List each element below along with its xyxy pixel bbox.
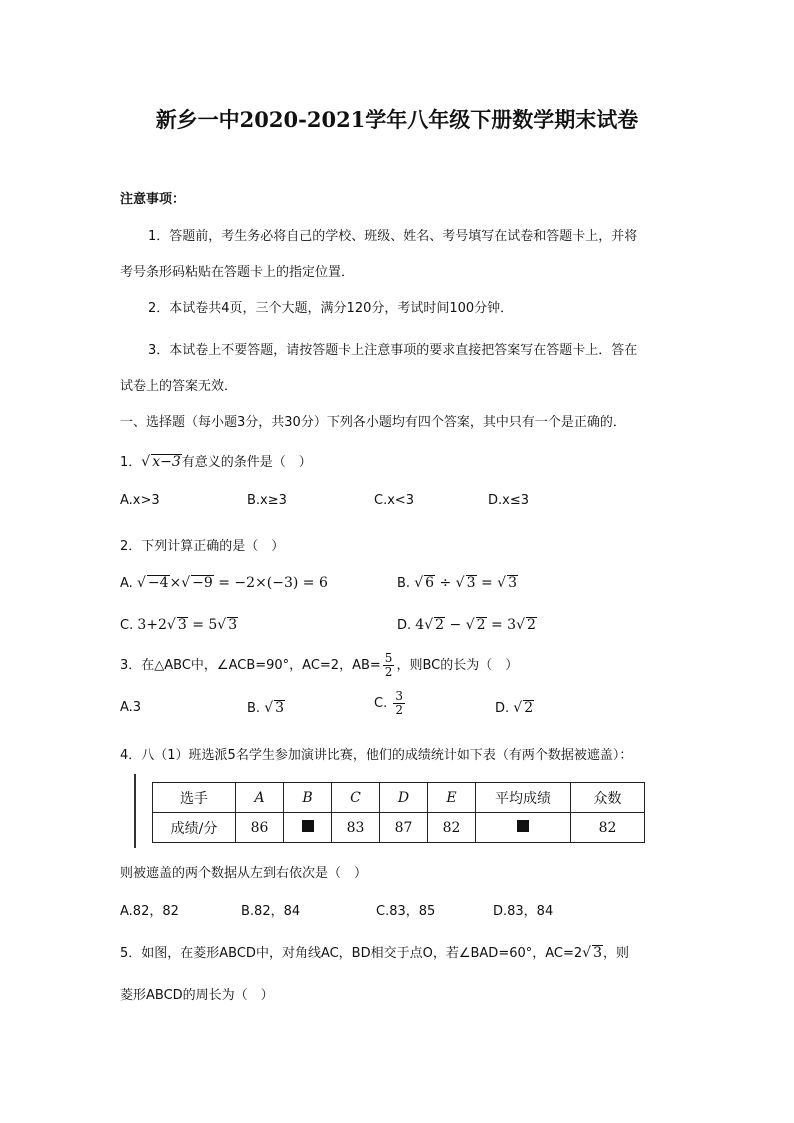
average-cell-covered xyxy=(476,813,571,843)
q4-option-d: D.83，84 xyxy=(493,904,554,919)
header-cell: 选手 xyxy=(153,783,236,813)
score-cell: 83 xyxy=(332,813,380,843)
header-cell: B xyxy=(284,783,332,813)
question-5-line-2: 菱形ABCD的周长为（ ） xyxy=(120,988,274,1003)
sqrt-expression: √ x−3 xyxy=(141,454,181,470)
header-cell: A xyxy=(236,783,284,813)
q1-option-b: B.x≥3 xyxy=(247,493,287,508)
q4-option-b: B.82，84 xyxy=(241,904,301,919)
notice-item-3-line-1: 3．本试卷上不要答题，请按答题卡上注意事项的要求直接把答案写在答题卡上．答在 xyxy=(148,343,638,358)
q2-option-d: D. 4√ 2 − √ 2 = 3√ 2 xyxy=(397,617,536,633)
notice-item-1-line-1: 1．答题前，考生务必将自己的学校、班级、姓名、考号填写在试卷和答题卡上，并将 xyxy=(148,229,638,244)
fraction-5-2: $\frac{5}{2}$ xyxy=(384,651,393,679)
score-cell: 82 xyxy=(428,813,476,843)
header-cell: C xyxy=(332,783,380,813)
q4-option-a: A.82，82 xyxy=(120,904,179,919)
notice-item-1-line-2: 考号条形码粘贴在答题卡上的指定位置． xyxy=(120,265,355,280)
q2-option-b: B. √ 6 ÷ √ 3 = √ 3 xyxy=(397,575,518,591)
question-4-ask: 则被遮盖的两个数据从左到右依次是（ ） xyxy=(120,866,368,881)
header-cell: 众数 xyxy=(571,783,645,813)
notice-heading: 注意事项： xyxy=(120,192,186,207)
row-label-cell: 成绩/分 xyxy=(153,813,236,843)
q1-option-a: A.x>3 xyxy=(120,493,160,508)
q2-option-c: C. 3+2√ 3 = 5√ 3 xyxy=(120,617,238,633)
score-cell: 86 xyxy=(236,813,284,843)
section-1-heading: 一、选择题（每小题3分，共30分）下列各小题均有四个答案，其中只有一个是正确的． xyxy=(120,415,626,430)
cover-block xyxy=(517,820,529,832)
q1-option-c: C.x<3 xyxy=(374,493,415,508)
score-cell: 87 xyxy=(380,813,428,843)
q3-option-a: A.3 xyxy=(120,700,142,715)
notice-item-3-line-2: 试卷上的答案无效． xyxy=(120,379,238,394)
notice-item-2: 2．本试卷共4页，三个大题，满分120分，考试时间100分钟． xyxy=(148,301,514,316)
header-cell: 平均成绩 xyxy=(476,783,571,813)
score-table xyxy=(152,782,645,843)
table-margin-bar xyxy=(134,774,136,848)
question-4-stem: 4．八（1）班选派5名学生参加演讲比赛，他们的成绩统计如下表（有两个数据被遮盖）： xyxy=(120,748,633,763)
mode-cell: 82 xyxy=(571,813,645,843)
header-cell: D xyxy=(380,783,428,813)
page-title: 新乡一中2020-2021学年八年级下册数学期末试卷 xyxy=(155,107,639,132)
q4-option-c: C.83，85 xyxy=(376,904,436,919)
q3-option-b: B. √ 3 xyxy=(247,700,285,716)
q1-option-d: D.x≤3 xyxy=(488,493,529,508)
q2-option-a: A. √ −4×√ −9 = −2×(−3) = 6 xyxy=(120,575,328,591)
table-header-row xyxy=(153,783,645,813)
cover-block xyxy=(302,820,314,832)
question-3: 3．在△ABC中，∠ACB=90°，AC=2，AB= $\frac{5}{2}$ ，则BC的长为（ ） xyxy=(120,651,519,679)
question-1-text: 有意义的条件是（ ） xyxy=(181,455,312,470)
question-5-line-1: 5．如图，在菱形ABCD中，对角线AC，BD相交于点O，若∠BAD=60°，AC=2√ 3，则 xyxy=(120,945,630,961)
question-1-number: 1． xyxy=(120,455,142,470)
q3-option-c: C. $\frac{3}{2}$ xyxy=(374,689,403,717)
question-1 xyxy=(120,451,312,470)
table-row xyxy=(153,813,645,843)
q3-option-d: D. √ 2 xyxy=(495,700,534,716)
header-cell: E xyxy=(428,783,476,813)
question-2-stem: 2．下列计算正确的是（ ） xyxy=(120,539,285,554)
score-cell-covered xyxy=(284,813,332,843)
